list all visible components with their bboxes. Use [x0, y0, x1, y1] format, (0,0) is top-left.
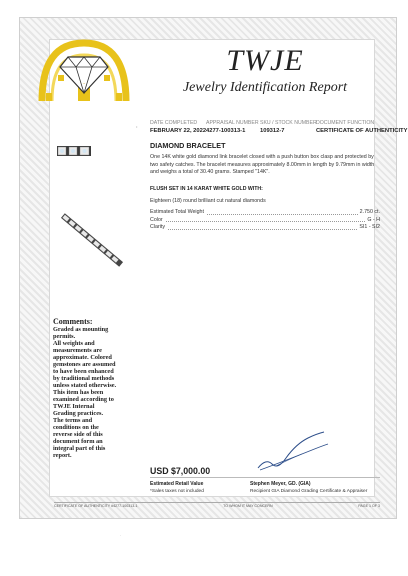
twje-logo [38, 35, 130, 105]
svg-text:·: · [82, 80, 86, 88]
brand-header [150, 44, 380, 96]
bracelet-full-image [60, 205, 124, 275]
footer-page: PAGE 1 OF 3 [358, 504, 380, 508]
item-description: One 14K white gold diamond link bracelet closed with a push button box clasp and protected by two safety catches. The bracelet measures approximately 8.00mm in length by 9.79mm in width and weighs a total of 30.40 grams. Stamped "14K". [150, 154, 375, 176]
meta-sku: SKU / STOCK NUMBER 109312-7 [260, 120, 317, 134]
appraiser-name: Stephen Meyer, GD. (GIA) [250, 481, 311, 487]
meta-appraisal-number: APPRAISAL NUMBER 4277-100313-1 [206, 120, 259, 134]
page-footer [54, 502, 380, 508]
footer-certificate: CERTIFICATE OF AUTHENTICITY #4277-100313-1 [54, 504, 138, 508]
spec-row-weight: Estimated Total Weight 2.750 ct. [150, 209, 380, 215]
appraiser-credential: Recipient GIA Diamond Grading Certificate & Appraiser [250, 489, 368, 494]
estimated-price: USD $7,000.00 [150, 466, 211, 476]
appraiser-signature [252, 428, 332, 476]
bracelet-closeup-image [57, 143, 91, 159]
brand-name: TWJE [226, 44, 304, 77]
tax-note: *Sales taxes not included [150, 489, 204, 494]
item-title: DIAMOND BRACELET [150, 141, 226, 150]
spec-row-clarity: Clarity SI1 - SI2 [150, 224, 380, 231]
footer-recipient: TO WHOM IT MAY CONCERN [223, 504, 273, 508]
scan-dot: · [120, 533, 122, 538]
comments-heading: Comments: [53, 317, 93, 326]
meta-document-function: DOCUMENT FUNCTION CERTIFICATE OF AUTHENTICITY [316, 120, 408, 134]
spec-row-color: Color G - H [150, 216, 380, 223]
signature-rule [150, 477, 380, 478]
stones-description: Eighteen (18) round brilliant cut natural diamonds [150, 198, 266, 204]
report-title: Jewelry Identification Report [182, 80, 348, 95]
comments-section: Comments: Graded as mounting permits. All weights and measurements are approximate. Colored gemstones are assumed to have been enhanced by traditional methods unless stated otherwise. This item has been examined according to TWJE Internal Grading practices. The terms and conditions on the reverse side of this document form an integral part of this report. [53, 318, 143, 459]
specs-list [150, 209, 380, 232]
meta-date-completed: DATE COMPLETED FEBRUARY 22, 2022 [150, 120, 207, 134]
setting-heading: FLUSH SET IN 14 KARAT WHITE GOLD WITH: [150, 186, 263, 192]
value-label: Estimated Retail Value [150, 481, 204, 487]
page-mark: • [136, 124, 138, 129]
